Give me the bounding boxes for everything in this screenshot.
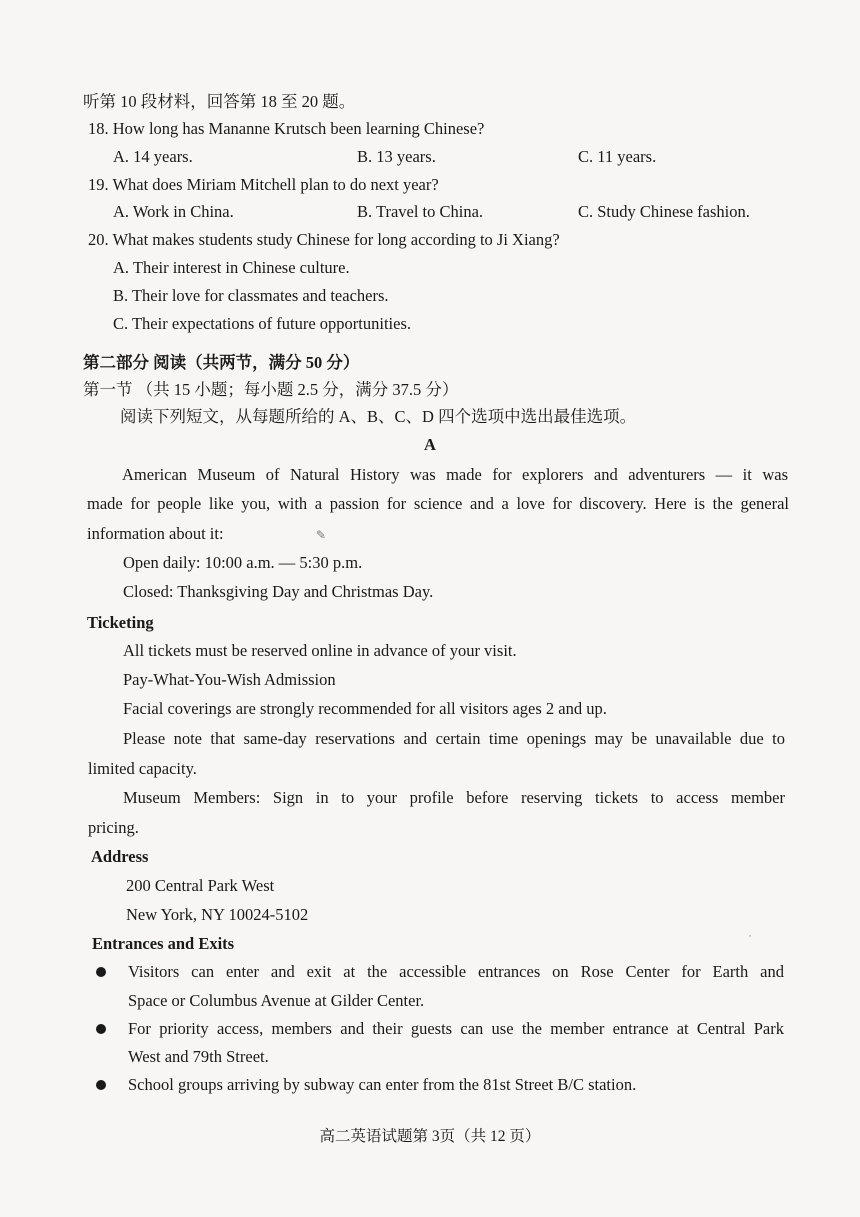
page-footer: 高二英语试题第 3页（共 12 页）	[319, 1128, 541, 1145]
question-18-options	[0, 146, 860, 168]
entrance-line: Space or Columbus Avenue at Gilder Center.	[128, 991, 425, 1010]
question-19-stem: 19. What does Miriam Mitchell plan to do next year?	[88, 175, 439, 194]
option-c: C. 11 years.	[578, 147, 657, 166]
ticketing-line: limited capacity.	[88, 759, 197, 778]
entrance-line: Visitors can enter and exit at the accessible entrances on Rose Center for Earth and	[128, 962, 784, 981]
option-b: B. 13 years.	[357, 147, 436, 166]
question-19-options	[0, 201, 860, 223]
intro-line: information about it:	[87, 524, 224, 543]
passage-letter: A	[424, 435, 436, 454]
ticketing-line: Museum Members: Sign in to your profile before reserving tickets to access member	[123, 788, 785, 807]
stray-mark: ✎	[316, 528, 327, 542]
ticketing-line: Please note that same-day reservations and certain time openings may be unavailable due to	[123, 729, 785, 748]
address-heading: Address	[91, 847, 149, 866]
ticketing-line: Pay-What-You-Wish Admission	[123, 670, 336, 689]
entrance-line: For priority access, members and their guests can use the member entrance at Central Park	[128, 1019, 784, 1038]
question-20-stem: 20. What makes students study Chinese for long according to Ji Xiang?	[88, 230, 560, 249]
option-b: B. Travel to China.	[357, 202, 484, 221]
ticketing-line: All tickets must be reserved online in advance of your visit.	[123, 641, 517, 660]
option-c: C. Their expectations of future opportunities.	[113, 314, 411, 333]
entrance-line: School groups arriving by subway can enter from the 81st Street B/C station.	[128, 1075, 637, 1094]
address-line: New York, NY 10024-5102	[126, 905, 309, 924]
open-hours: Open daily: 10:00 a.m. — 5:30 p.m.	[123, 553, 363, 572]
listening-intro: 听第 10 段材料，回答第 18 至 20 题。	[83, 92, 356, 111]
option-a: A. Their interest in Chinese culture.	[113, 258, 350, 277]
section-one-title: 第一节 （共 15 小题；每小题 2.5 分，满分 37.5 分）	[83, 380, 459, 399]
option-c: C. Study Chinese fashion.	[578, 202, 750, 221]
option-a: A. Work in China.	[113, 202, 234, 221]
bullet-icon	[96, 1024, 106, 1034]
stray-mark: ˙	[748, 932, 752, 946]
part-two-title: 第二部分 阅读（共两节，满分 50 分）	[83, 353, 360, 372]
ticketing-line: Facial coverings are strongly recommended for all visitors ages 2 and up.	[123, 699, 607, 718]
option-a: A. 14 years.	[113, 147, 193, 166]
entrance-line: West and 79th Street.	[128, 1047, 269, 1066]
address-line: 200 Central Park West	[126, 876, 275, 895]
question-18-stem: 18. How long has Mananne Krutsch been learning Chinese?	[88, 119, 485, 138]
option-b: B. Their love for classmates and teachers.	[113, 286, 389, 305]
closed-days: Closed: Thanksgiving Day and Christmas Day.	[123, 582, 434, 601]
intro-line: American Museum of Natural History was made for explorers and adventurers — it was	[122, 465, 788, 484]
ticketing-line: pricing.	[88, 818, 139, 837]
entrances-heading: Entrances and Exits	[92, 934, 235, 953]
intro-line: made for people like you, with a passion for science and a love for discovery. Here is the general	[87, 494, 789, 513]
bullet-icon	[96, 967, 106, 977]
bullet-icon	[96, 1080, 106, 1090]
ticketing-heading: Ticketing	[87, 613, 154, 632]
reading-instruction: 阅读下列短文，从每题所给的 A、B、C、D 四个选项中选出最佳选项。	[120, 407, 637, 426]
